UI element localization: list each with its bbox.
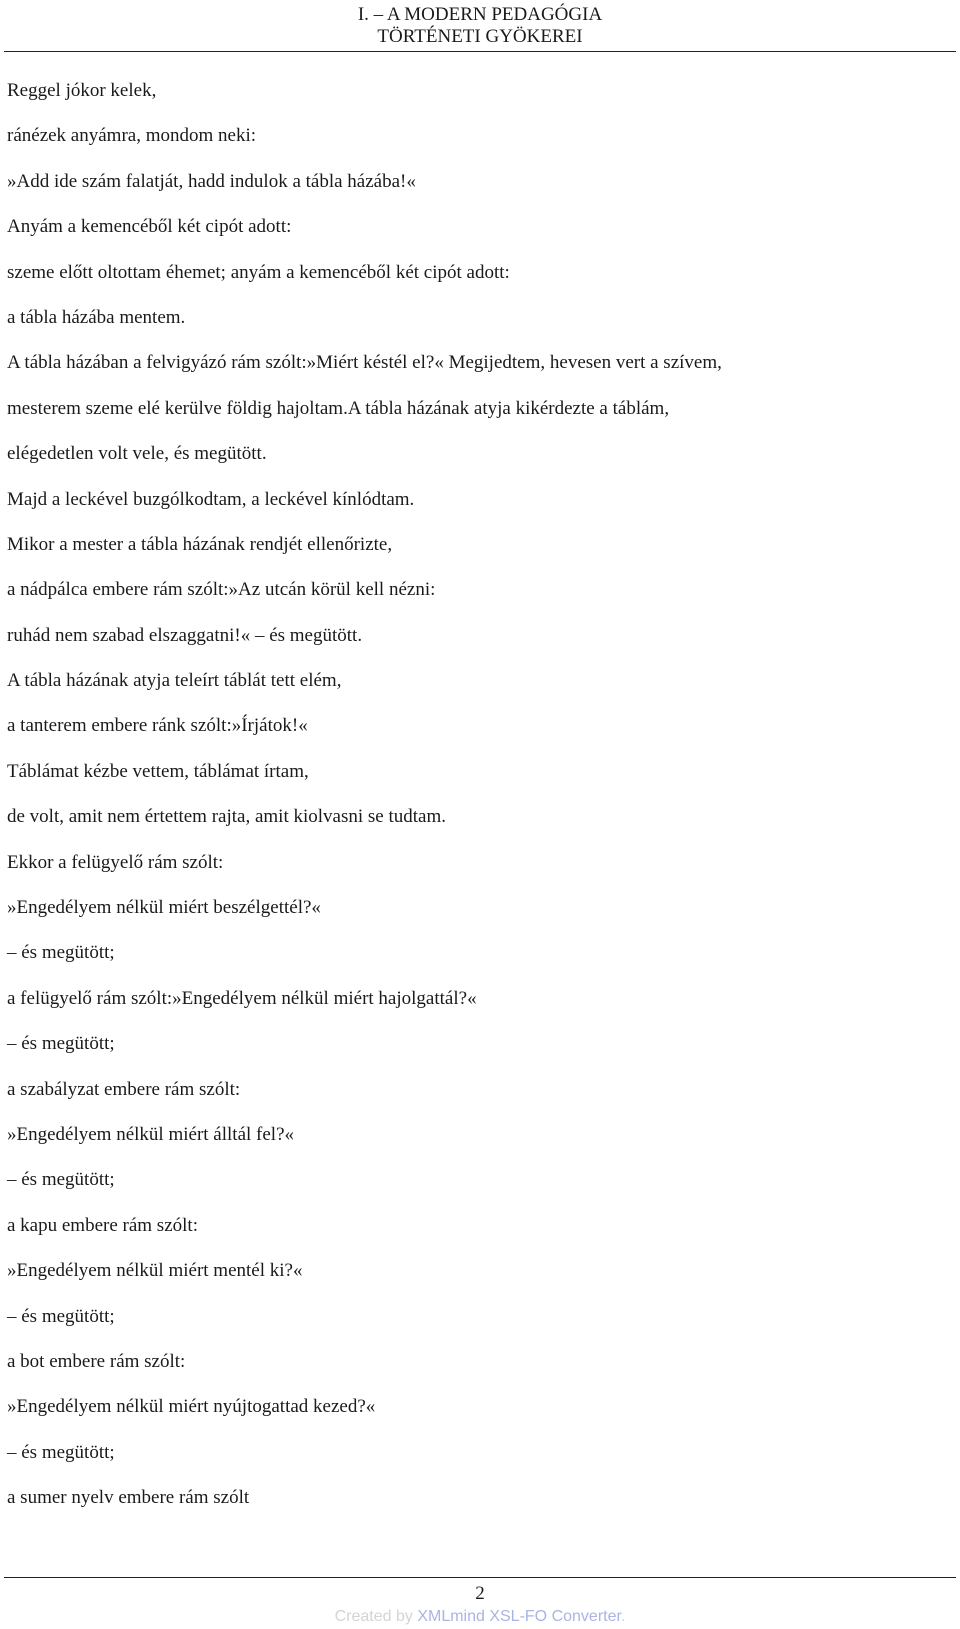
poem-line: a tanterem embere ránk szólt:»Írjátok!« (7, 715, 308, 737)
page-number: 2 (475, 1583, 485, 1604)
watermark-brand: XMLmind XSL-FO Converter (417, 1608, 621, 1625)
poem-line: – és megütött; (7, 1305, 115, 1327)
poem-line: A tábla házában a felvigyázó rám szólt:»Miért késtél el?« Megijedtem, hevesen vert a szívem, (7, 352, 722, 374)
poem-line: a felügyelő rám szólt:»Engedélyem nélkül miért hajolgattál?« (7, 987, 477, 1009)
poem-line: – és megütött; (7, 1033, 115, 1055)
running-header (330, 4, 630, 48)
poem-line: a nádpálca embere rám szólt:»Az utcán körül kell nézni: (7, 579, 436, 601)
poem-line: a bot embere rám szólt: (7, 1350, 186, 1372)
poem-line: Majd a leckével buzgólkodtam, a leckével kínlódtam. (7, 488, 415, 510)
chapter-title: I. – A MODERN PEDAGÓGIA (357, 4, 603, 25)
poem-line: a szabályzat embere rám szólt: (7, 1078, 241, 1100)
poem-line: de volt, amit nem értettem rajta, amit kiolvasni se tudtam. (7, 806, 446, 828)
poem-line: »Engedélyem nélkül miért nyújtogattad kezed?« (7, 1396, 376, 1418)
poem-line: »Add ide szám falatját, hadd indulok a tábla házába!« (7, 170, 416, 192)
watermark-prefix: Created by (334, 1608, 418, 1625)
poem-line: A tábla házának atyja teleírt táblát tett elém, (7, 670, 342, 692)
poem-line: ruhád nem szabad elszaggatni!« – és megütött. (7, 624, 363, 646)
poem-line: a tábla házába mentem. (7, 306, 186, 328)
poem-line: Ekkor a felügyelő rám szólt: (7, 851, 224, 873)
poem-line: »Engedélyem nélkül miért beszélgettél?« (7, 897, 321, 919)
footer-divider (4, 1577, 956, 1578)
header-divider (4, 51, 956, 52)
poem-line: Táblámat kézbe vettem, táblámat írtam, (7, 760, 309, 782)
poem-line: – és megütött; (7, 942, 115, 964)
poem-line: a kapu embere rám szólt: (7, 1214, 198, 1236)
poem-line: Anyám a kemencéből két cipót adott: (7, 216, 292, 238)
poem-line: Mikor a mester a tábla házának rendjét ellenőrizte, (7, 533, 393, 555)
poem-line: »Engedélyem nélkül miért mentél ki?« (7, 1260, 303, 1282)
watermark-suffix: . (620, 1608, 626, 1625)
poem-line: ránézek anyámra, mondom neki: (7, 125, 257, 147)
poem-line: – és megütött; (7, 1441, 115, 1463)
poem-line: Reggel jókor kelek, (7, 80, 157, 101)
poem-line: – és megütött; (7, 1169, 115, 1191)
converter-watermark (0, 1607, 960, 1627)
chapter-subtitle: TÖRTÉNETI GYÖKEREI (377, 26, 583, 47)
poem-line: »Engedélyem nélkül miért álltál fel?« (7, 1123, 295, 1145)
poem-line: mesterem szeme elé kerülve földig hajoltam.A tábla házának atyja kikérdezte a táblám, (7, 397, 670, 419)
poem-body (7, 78, 947, 1531)
poem-line: elégedetlen volt vele, és megütött. (7, 443, 267, 465)
poem-line: szeme előtt oltottam éhemet; anyám a kemencéből két cipót adott: (7, 261, 510, 283)
poem-line: a sumer nyelv embere rám szólt (7, 1487, 250, 1509)
